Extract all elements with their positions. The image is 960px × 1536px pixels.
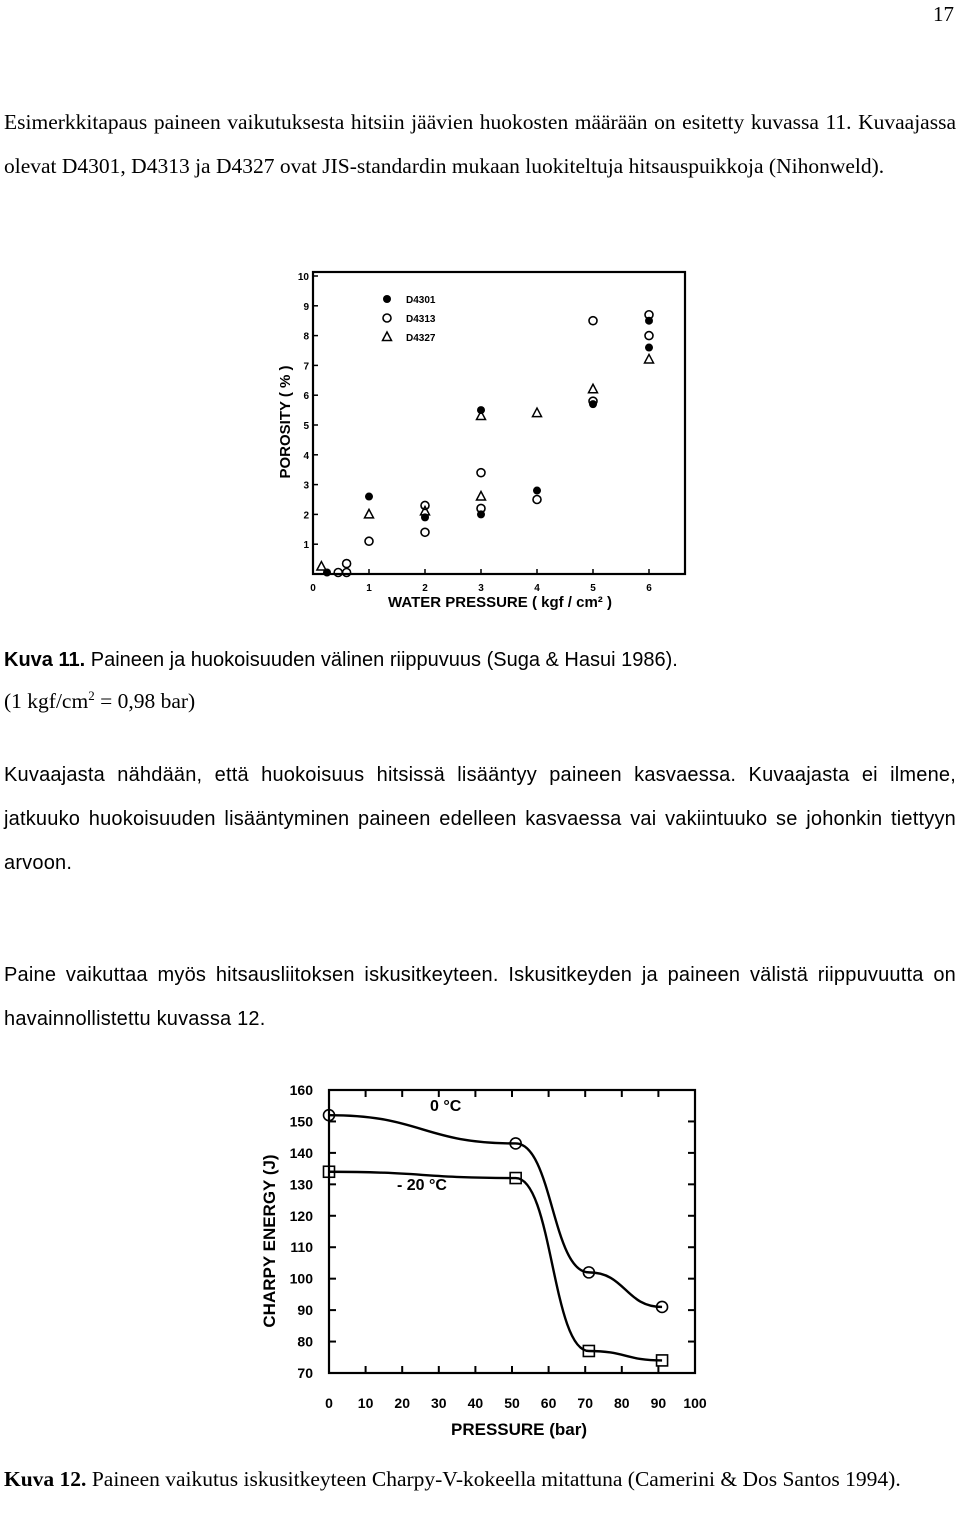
note-text-end: = 0,98 bar) — [94, 689, 196, 714]
data-point-d4327 — [645, 354, 654, 363]
y-tick-label: 4 — [303, 450, 309, 462]
porosity-scatter-chart — [250, 262, 700, 622]
x-tick-label: 30 — [431, 1395, 447, 1411]
page-number: 17 — [933, 2, 954, 26]
data-point-d4313 — [343, 560, 351, 568]
y-axis-label: POROSITY ( % ) — [277, 365, 294, 479]
x-tick-label: 10 — [357, 1395, 374, 1411]
series-line-minus20c — [329, 1172, 662, 1361]
y-tick-label: 3 — [303, 480, 309, 492]
data-point-d4327 — [533, 408, 542, 417]
paragraph-impact: Paine vaikuttaa myös hitsausliitoksen iskusitkeyteen. Iskusitkeyden ja paineen välistä riippuvuutta on havainnollistettu kuvassa 12. — [4, 964, 956, 1030]
y-tick-label: 7 — [303, 361, 309, 373]
y-axis-label: CHARPY ENERGY (J) — [260, 1154, 279, 1328]
y-tick-label: 2 — [303, 510, 309, 522]
figure12-label: Kuva 12. — [4, 1467, 87, 1491]
data-point-d4313 — [645, 332, 653, 340]
data-point-d4313 — [477, 469, 485, 477]
legend-label-d4301: D4301 — [406, 295, 436, 306]
data-point-d4301 — [533, 487, 541, 495]
x-tick-label: 40 — [467, 1395, 484, 1411]
paragraph-porosity: Kuvaajasta nähdään, että huokoisuus hitsissä lisääntyy paineen kasvaessa. Kuvaajasta ei ilmene, jatkuuko huokoisuuden lisääntyminen paineen edelleen kasvaessa vai vakiintuuko se johonkin tiettyyn arvoon. — [4, 764, 956, 874]
x-tick-label: 70 — [577, 1395, 593, 1411]
data-point-d4313 — [589, 317, 597, 325]
y-tick-label: 100 — [289, 1270, 313, 1287]
plot-frame — [313, 272, 685, 574]
x-tick-label: 100 — [683, 1395, 707, 1411]
legend-marker-d4327 — [383, 332, 392, 341]
data-point-d4313 — [365, 537, 373, 545]
x-tick-label: 2 — [422, 583, 428, 594]
series-label-minus20c: - 20 °C — [397, 1177, 447, 1194]
series-label-0c: 0 °C — [430, 1098, 462, 1115]
y-tick-label: 110 — [290, 1239, 313, 1256]
data-point-d4327 — [477, 492, 486, 501]
y-tick-label: 5 — [303, 421, 309, 432]
y-tick-label: 80 — [297, 1333, 313, 1350]
x-tick-label: 0 — [325, 1395, 333, 1411]
unit-conversion-note — [4, 688, 195, 714]
y-tick-label: 1 — [303, 540, 309, 552]
x-tick-label: 6 — [646, 583, 652, 594]
plot-frame — [329, 1090, 695, 1373]
y-tick-label: 120 — [289, 1207, 313, 1224]
legend-label-d4313: D4313 — [406, 314, 436, 325]
y-tick-label: 8 — [303, 331, 309, 343]
data-point-d4327 — [317, 562, 326, 571]
y-tick-label: 90 — [297, 1302, 313, 1319]
y-tick-label: 130 — [289, 1176, 313, 1193]
x-tick-label: 60 — [540, 1395, 557, 1411]
x-tick-label: 0 — [310, 583, 316, 594]
figure11-caption — [4, 644, 956, 676]
x-tick-label: 1 — [366, 583, 372, 594]
x-axis-label: WATER PRESSURE ( kgf / cm² ) — [388, 594, 612, 611]
data-point-d4301 — [645, 344, 653, 352]
x-tick-label: 3 — [478, 583, 484, 594]
legend-marker-d4301 — [383, 295, 391, 303]
x-tick-label: 50 — [504, 1395, 520, 1411]
data-point-d4313 — [421, 528, 429, 536]
y-tick-label: 140 — [289, 1144, 313, 1161]
data-point-d4313 — [533, 496, 541, 504]
data-point-d4327 — [365, 509, 374, 518]
y-tick-label: 6 — [303, 391, 309, 403]
y-tick-label: 150 — [289, 1113, 313, 1130]
data-point-d4313 — [334, 569, 342, 577]
data-point-d4327 — [589, 384, 598, 393]
x-tick-label: 20 — [394, 1395, 410, 1411]
figure12-caption — [4, 1463, 956, 1495]
series-line-0c — [329, 1115, 662, 1307]
y-tick-label: 160 — [289, 1082, 313, 1098]
figure11-label: Kuva 11. — [4, 649, 86, 671]
x-tick-label: 5 — [590, 583, 596, 594]
note-text: (1 kgf/cm — [4, 689, 89, 714]
x-tick-label: 80 — [614, 1395, 630, 1411]
figure11-text: Paineen ja huokoisuuden välinen riippuvuus (Suga & Hasui 1986). — [85, 649, 678, 671]
x-axis-label: PRESSURE (bar) — [450, 1420, 588, 1439]
legend-marker-d4313 — [383, 314, 391, 322]
y-tick-label: 9 — [303, 301, 309, 313]
legend-label-d4327: D4327 — [406, 333, 436, 344]
y-tick-label: 70 — [297, 1365, 313, 1381]
figure12-text: Paineen vaikutus iskusitkeyteen Charpy-V-kokeella mitattuna (Camerini & Dos Santos 1994). — [86, 1467, 901, 1491]
data-point-d4313 — [343, 569, 351, 577]
charpy-energy-chart — [255, 1078, 725, 1448]
note-superscript: 2 — [88, 688, 95, 703]
x-tick-label: 90 — [650, 1395, 667, 1411]
y-tick-label: 10 — [297, 272, 309, 283]
intro-paragraph: Esimerkkitapaus paineen vaikutuksesta hitsiin jäävien huokosten määrään on esitetty kuvassa 11. Kuvaajassa olevat D4301, D4313 ja D4327 ovat JIS-standardin mukaan luokiteltuja hitsauspuikkoja (Nihonweld). — [4, 110, 956, 178]
data-point-d4301 — [365, 493, 373, 501]
x-tick-label: 4 — [534, 583, 540, 594]
